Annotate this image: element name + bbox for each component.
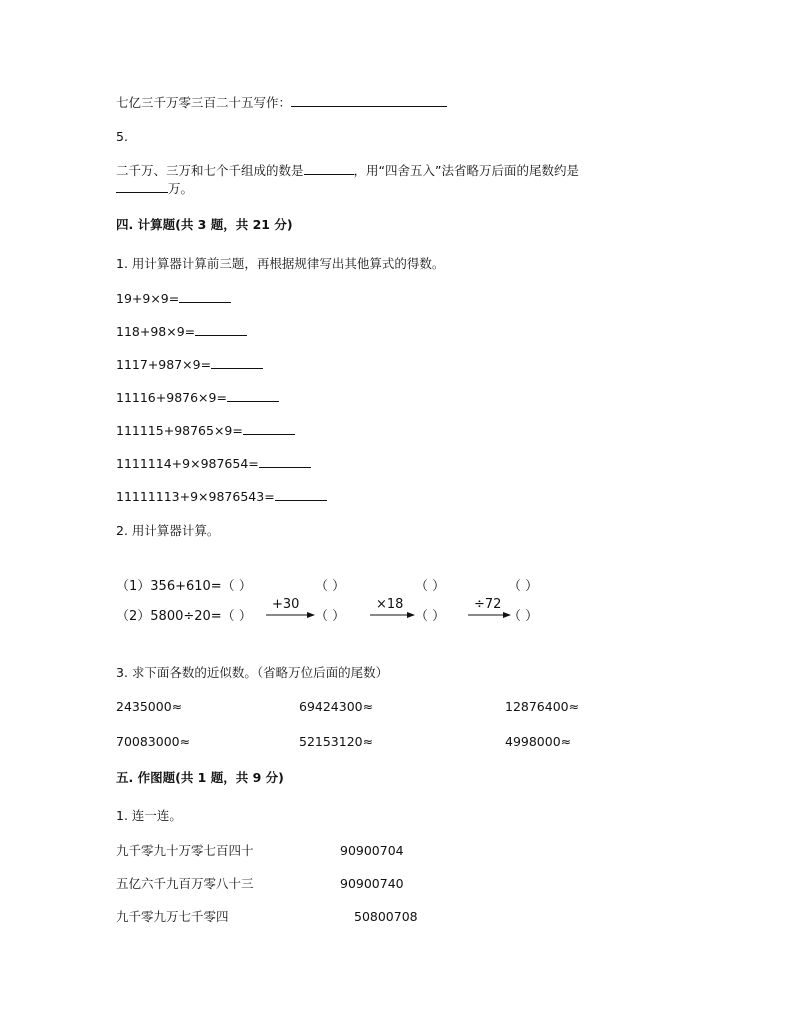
expression-row — [116, 422, 295, 439]
answer-blank[interactable] — [195, 323, 247, 336]
question-text: 2. 用计算器计算。 — [116, 523, 220, 538]
question-text: 七亿三千万零三百二十五写作： — [116, 95, 292, 110]
question-text: ，用“四舍五入”法省略万后面的尾数约是 — [353, 163, 579, 178]
match-right-item[interactable]: 90900704 — [340, 843, 404, 858]
question-text: 3. 求下面各数的近似数。（省略万位后面的尾数） — [116, 665, 389, 680]
approx-item: 70083000≈ — [116, 734, 191, 749]
operation-label: +30 — [272, 597, 300, 612]
operation-label: ÷72 — [474, 597, 502, 612]
approx-item: 4998000≈ — [505, 734, 572, 749]
section-title: 五. 作图题(共 1 题，共 9 分) — [116, 770, 284, 785]
question-text: 1. 用计算器计算前三题，再根据规律写出其他算式的得数。 — [116, 256, 445, 271]
answer-blank[interactable] — [291, 94, 447, 107]
approx-item: 52153120≈ — [299, 734, 374, 749]
question-5-line-2 — [116, 180, 193, 197]
expression-row — [116, 488, 327, 505]
expression: 11111113+9×9876543= — [116, 489, 275, 504]
match-left-item[interactable]: 九千零九十万零七百四十 — [116, 843, 254, 858]
expression-row — [116, 455, 311, 472]
answer-blank[interactable] — [227, 389, 279, 402]
question-text: 1. 连一连。 — [116, 808, 182, 823]
expression-row — [116, 290, 231, 307]
question-write-number — [116, 94, 447, 111]
question-number: 5. — [116, 129, 128, 144]
question-text: 万。 — [168, 181, 194, 196]
answer-blank[interactable] — [243, 422, 295, 435]
answer-blank[interactable] — [179, 290, 231, 303]
expression: 111115+98765×9= — [116, 423, 243, 438]
section-title: 四. 计算题(共 3 题，共 21 分) — [116, 217, 293, 232]
answer-blank[interactable] — [259, 455, 311, 468]
approx-item: 12876400≈ — [505, 699, 580, 714]
expression: 11116+9876×9= — [116, 390, 227, 405]
approx-item: 2435000≈ — [116, 699, 183, 714]
expression-row — [116, 356, 263, 373]
answer-blank[interactable] — [304, 162, 354, 175]
chain-row-1-label: （1）356+610=（ ） — [116, 579, 252, 594]
expression: 1111114+9×987654= — [116, 456, 259, 471]
answer-paren[interactable]: （ ） — [415, 609, 446, 624]
answer-paren[interactable]: （ ） — [508, 579, 539, 594]
approx-item: 69424300≈ — [299, 699, 374, 714]
answer-paren[interactable]: （ ） — [315, 579, 346, 594]
match-left-item[interactable]: 九千零九万七千零四 — [116, 909, 229, 924]
expression: 1117+987×9= — [116, 357, 212, 372]
calculation-chain — [110, 568, 570, 634]
answer-paren[interactable]: （ ） — [315, 609, 346, 624]
match-left-item[interactable]: 五亿六千九百万零八十三 — [116, 876, 254, 891]
answer-paren[interactable]: （ ） — [508, 609, 539, 624]
expression-row — [116, 323, 247, 340]
expression: 118+98×9= — [116, 324, 196, 339]
answer-paren[interactable]: （ ） — [415, 579, 446, 594]
answer-blank[interactable] — [116, 180, 168, 193]
expression: 19+9×9= — [116, 291, 180, 306]
answer-blank[interactable] — [211, 356, 263, 369]
match-right-item[interactable]: 90900740 — [340, 876, 404, 891]
chain-row-2-label: （2）5800÷20=（ ） — [116, 609, 252, 624]
expression-row — [116, 389, 279, 406]
question-5-line-1 — [116, 162, 579, 179]
match-right-item[interactable]: 50800708 — [354, 909, 418, 924]
question-text: 二千万、三万和七个千组成的数是 — [116, 163, 304, 178]
operation-label: ×18 — [376, 597, 404, 612]
answer-blank[interactable] — [275, 488, 327, 501]
